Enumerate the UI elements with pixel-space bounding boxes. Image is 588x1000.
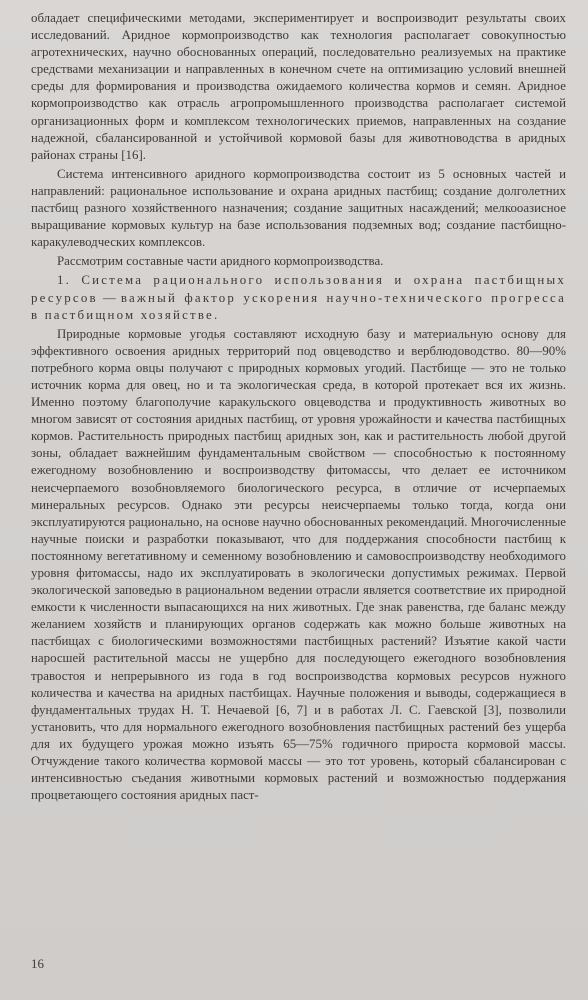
section-heading-rest: важный фактор ускорения научно-технического прогресса в пастбищном хозяйстве. bbox=[31, 290, 566, 322]
paragraph-body: Природные кормовые угодья составляют исходную базу и материальную основу для эффективного освоения аридных территорий под овцеводство и верблюдоводство. 80—90% потребного корма овцы получают с природных кормовых угодий. Пастбище — это не только источник корма для овец, но и та экологическая среда, в которой протекает вся их жизнь. Именно поэтому благополучие каракульского овцеводства и продуктивность животных во многом зависят от состояния аридных пастбищ, от уровня урожайности и качества пастбищных кормов. Растительность природных пастбищ аридных зон, как и растительность любой другой зоны, обладает важнейшим фундаментальным свойством — способностью к постоянному ежегодному возобновлению и воспроизводству фитомассы, что делает ее источником неисчерпаемого возобновляемого биологического ресурса, в отличие от исчерпаемых минеральных ресурсов. Однако эти ресурсы неисчерпаемы только тогда, когда они эксплуатируются рационально, на основе научно обоснованных рекомендаций. Многочисленные научные поиски и разработки показывают, что для поддержания способности пастбищ к постоянному вегетативному и семенному возобновлению и самовоспроизводству необходимого уровня фитомассы, надо их эксплуатировать в экологически допустимых режимах. Первой экологической заповедью в рациональном ведении отрасли является соответствие их природной емкости к численности выпасающихся на них животных. Где знак равенства, где баланс между желанием хозяйств и планирующих органов содержать как можно больше животных на пастбищах с биологическими возможностями пастбищных растений? Изъятие какой части наросшей растительной массы не ущербно для последующего ежегодного возобновления травостоя и непрерывного из года в год воспроизводства кормовых ресурсов нужного количества и качества на аридных пастбищах. Научные положения и выводы, содержащиеся в фундаментальных трудах Н. Т. Нечаевой [6, 7] и в работах Л. С. Гаевской [3], позволили установить, что для нормального ежегодного возобновления пастбищных растений без ущерба для их будущего урожая можно изъять 65—75% годичного прироста кормовой массы. Отчуждение такого количества кормовой массы — это тот уровень, который сбалансирован с интенсивностью съедания животными кормовых растений и возможностью поддержания процветающего состояния аридных паст- bbox=[31, 326, 566, 803]
section-heading-lead: 1. Система рационального использования и охрана пастбищных ресурсов bbox=[31, 273, 566, 305]
section-heading bbox=[31, 272, 566, 323]
paragraph-consider: Рассмотрим составные части аридного кормопроизводства. bbox=[57, 254, 384, 269]
section-heading-dash: — bbox=[97, 290, 121, 305]
page-number: 16 bbox=[31, 957, 44, 971]
paragraph-system-parts: Система интенсивного аридного кормопроизводства состоит из 5 основных частей и направлений: рациональное использование и охрана аридных пастбищ; создание долголетних пастбищ разного хозяйственного назначения; создание защитных насаждений; мелкооазисное выращивание кормовых культур на базе использования подземных вод; создание пастбищно-каракулеводческих комплексов. bbox=[31, 166, 566, 250]
paragraph-continuation: обладает специфическими методами, экспериментирует и воспроизводит результаты своих исследований. Аридное кормопроизводство как технология располагает совокупностью агротехнических, научно обоснованных операций, последовательно реализуемых на практике средствами механизации и направленных в конечном счете на оптимизацию условий внешней среды для формирования и производства ожидаемого количества кормов и семян. Аридное кормопроизводство как отрасль агропромышленного производства располагает системой организационных форм и комплексом технологических приемов, направленных на создание надежной, сбалансированной и устойчивой кормовой базы для животноводства в аридных районах страны [16]. bbox=[31, 11, 566, 162]
